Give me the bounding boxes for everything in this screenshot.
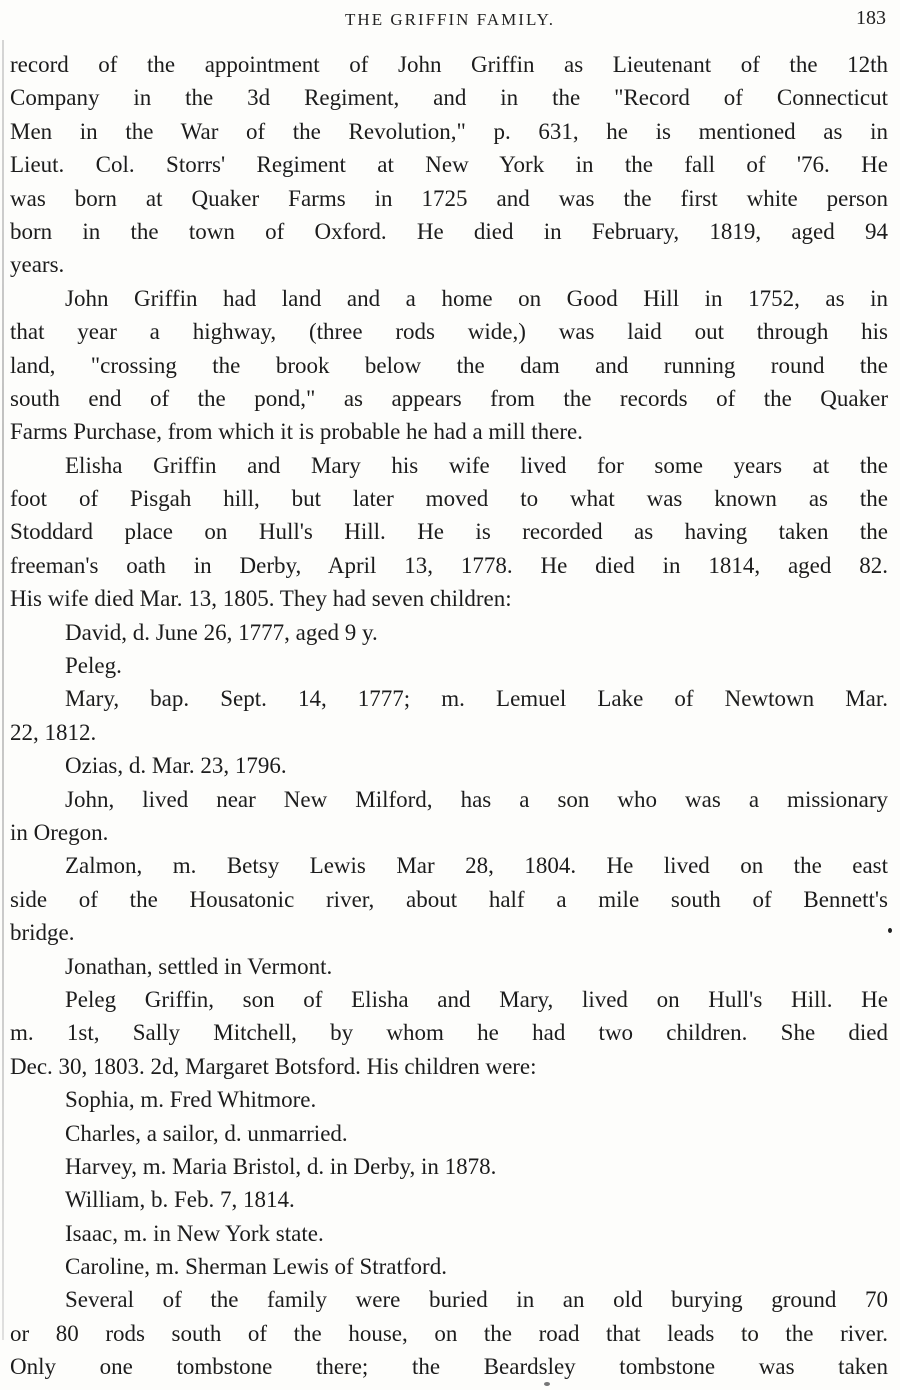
text-line: that year a highway, (three rods wide,) was laid out through his bbox=[10, 319, 888, 345]
text-line: freeman's oath in Derby, April 13, 1778. He died in 1814, aged 82. bbox=[10, 552, 888, 578]
text-line: His wife died Mar. 13, 1805. They had seven children: bbox=[10, 586, 512, 612]
scan-speck bbox=[544, 1382, 550, 1386]
child-entry: Peleg. bbox=[65, 653, 122, 679]
text-line: Only one tombstone there; the Beardsley tombstone was taken bbox=[10, 1354, 888, 1380]
child-entry: Ozias, d. Mar. 23, 1796. bbox=[65, 753, 287, 779]
scan-speck bbox=[888, 928, 892, 933]
running-header bbox=[0, 6, 900, 36]
text-line: Farms Purchase, from which it is probable he had a mill there. bbox=[10, 419, 583, 445]
text-line: years. bbox=[10, 252, 65, 278]
page-number: 183 bbox=[856, 7, 886, 29]
text-line: m. 1st, Sally Mitchell, by whom he had two children. She died bbox=[10, 1020, 888, 1046]
paragraph-start-line: Peleg Griffin, son of Elisha and Mary, lived on Hull's Hill. He bbox=[65, 986, 888, 1012]
child-entry: Mary, bap. Sept. 14, 1777; m. Lemuel Lake of Newtown Mar. bbox=[65, 686, 888, 712]
paragraph-start-line: John Griffin had land and a home on Good Hill in 1752, as in bbox=[65, 285, 888, 311]
text-line: Company in the 3d Regiment, and in the "Record of Connecticut bbox=[10, 85, 888, 111]
child-entry-continuation: bridge. bbox=[10, 920, 75, 946]
child-entry-continuation: side of the Housatonic river, about half a mile south of Bennett's bbox=[10, 886, 888, 912]
text-line: Dec. 30, 1803. 2d, Margaret Botsford. His children were: bbox=[10, 1053, 537, 1079]
paragraph-start-line: Several of the family were buried in an old burying ground 70 bbox=[65, 1287, 888, 1313]
body-text bbox=[10, 48, 888, 1384]
child-entry: Harvey, m. Maria Bristol, d. in Derby, in 1878. bbox=[65, 1153, 497, 1179]
child-entry: Caroline, m. Sherman Lewis of Stratford. bbox=[65, 1254, 447, 1280]
text-line: was born at Quaker Farms in 1725 and was the first white person bbox=[10, 185, 888, 211]
text-line: record of the appointment of John Griffin as Lieutenant of the 12th bbox=[10, 52, 888, 77]
child-entry: William, b. Feb. 7, 1814. bbox=[65, 1187, 295, 1213]
child-entry: David, d. June 26, 1777, aged 9 y. bbox=[65, 619, 378, 645]
text-line: south end of the pond," as appears from the records of the Quaker bbox=[10, 385, 888, 411]
text-line: Stoddard place on Hull's Hill. He is recorded as having taken the bbox=[10, 519, 888, 545]
child-entry: Charles, a sailor, d. unmarried. bbox=[65, 1120, 348, 1146]
text-line: Men in the War of the Revolution," p. 631, he is mentioned as in bbox=[10, 118, 888, 144]
paragraph-start-line: Elisha Griffin and Mary his wife lived for some years at the bbox=[65, 452, 888, 478]
text-line: or 80 rods south of the house, on the road that leads to the river. bbox=[10, 1320, 888, 1346]
text-line: land, "crossing the brook below the dam and running round the bbox=[10, 352, 888, 378]
child-entry: John, lived near New Milford, has a son who was a missionary bbox=[65, 786, 888, 812]
child-entry: Isaac, m. in New York state. bbox=[65, 1220, 324, 1246]
child-entry-continuation: 22, 1812. bbox=[10, 719, 97, 745]
child-entry-continuation: in Oregon. bbox=[10, 819, 109, 845]
text-line: born in the town of Oxford. He died in February, 1819, aged 94 bbox=[10, 218, 888, 244]
running-title: THE GRIFFIN FAMILY. bbox=[345, 10, 555, 29]
text-line: Lieut. Col. Storrs' Regiment at New York in the fall of '76. He bbox=[10, 152, 888, 178]
child-entry: Zalmon, m. Betsy Lewis Mar 28, 1804. He lived on the east bbox=[65, 853, 888, 879]
page-binding-edge bbox=[2, 40, 4, 1340]
child-entry: Sophia, m. Fred Whitmore. bbox=[65, 1087, 317, 1113]
child-entry: Jonathan, settled in Vermont. bbox=[65, 953, 333, 979]
text-line: foot of Pisgah hill, but later moved to what was known as the bbox=[10, 486, 888, 512]
